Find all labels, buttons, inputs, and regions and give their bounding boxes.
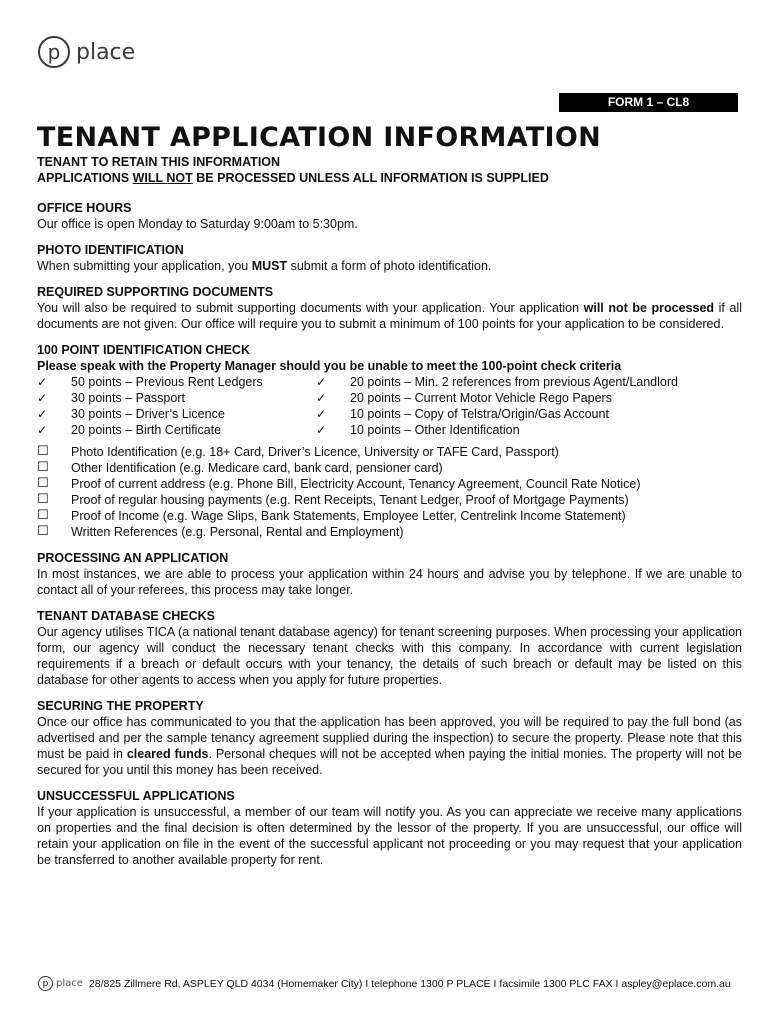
checkbox-icon: ☐ [37, 444, 49, 459]
supporting-heading: REQUIRED SUPPORTING DOCUMENTS [37, 285, 274, 299]
footer-contact: 28/825 Zillmere Rd, ASPLEY QLD 4034 (Homemaker City) I telephone 1300 P PLACE I facsimile 1300 PLC FAX I aspley@eplace.com.au [88, 977, 731, 990]
checkbox-icon: ☐ [37, 524, 49, 539]
section-processing [37, 550, 742, 598]
securing-text: Once our office has communicated to you that the application has been approved, you will be required to pay the full bond (as advertised and per the sample tenancy agreement supplied during the inspection) to secure the property. Please note that this must be paid in cleared funds. Personal cheques will not be accepted when paying the initial monies. The property will not be secured for you until this money has been received. [37, 715, 742, 777]
checklist-item: ☐ Photo Identification (e.g. 18+ Card, Driver’s Licence, University or TAFE Card, Passport) [37, 444, 559, 459]
section-photo-id [37, 242, 742, 274]
check-icon: ✓ [316, 407, 327, 421]
points-item: 20 points – Min. 2 references from previous Agent/Landlord [350, 375, 678, 389]
unsuccessful-text: If your application is unsuccessful, a member of our team will notify you. As you can appreciate we receive many applications on properties and the final decision is often determined by the lessor of the property. If you are unsuccessful, our office will retain your application on file in the event of the successful applicant not proceeding or you may request that your application be transferred to another available property for rent. [37, 805, 742, 867]
processing-text: In most instances, we are able to process your application within 24 hours and advise you by telephone. If we are unable to contact all of your referees, this process may take longer. [37, 567, 742, 597]
checklist-item: ☐ Proof of Income (e.g. Wage Slips, Bank Statements, Employee Letter, Centrelink Income Statement) [37, 508, 626, 523]
section-supporting-documents [37, 284, 742, 332]
supporting-text: You will also be required to submit supporting documents with your application. Your application will not be processed if all documents are not given. Our office will require you to submit a minimum of 100 points for your application to be considered. [37, 301, 742, 331]
footer-logo-mark: p [38, 976, 53, 991]
document-checklist [37, 444, 742, 540]
checkbox-icon: ☐ [37, 460, 49, 475]
checklist-item: ☐ Proof of regular housing payments (e.g. Rent Receipts, Tenant Ledger, Proof of Mortgage Payments) [37, 492, 629, 507]
database-heading: TENANT DATABASE CHECKS [37, 609, 216, 623]
will-not-emphasis: WILL NOT [132, 171, 193, 185]
footer-brand: place [56, 978, 83, 989]
logo-mark: p [38, 36, 70, 68]
check-icon: ✓ [316, 391, 327, 405]
section-100-point-check [37, 342, 742, 438]
points-item: 10 points – Other Identification [350, 423, 520, 437]
check-icon: ✓ [37, 423, 48, 437]
points-item: 30 points – Driver’s Licence [71, 407, 225, 421]
points-heading: 100 POINT IDENTIFICATION CHECK [37, 343, 250, 357]
check-icon: ✓ [37, 391, 48, 405]
photo-id-text: When submitting your application, you MUST submit a form of photo identification. [37, 259, 492, 273]
securing-heading: SECURING THE PROPERTY [37, 699, 204, 713]
footer [38, 976, 731, 991]
points-item: 20 points – Birth Certificate [71, 423, 222, 437]
office-hours-heading: OFFICE HOURS [37, 201, 132, 215]
page-title: TENANT APPLICATION INFORMATION [37, 122, 602, 153]
check-icon: ✓ [37, 407, 48, 421]
points-item: 30 points – Passport [71, 391, 185, 405]
processing-heading: PROCESSING AN APPLICATION [37, 551, 229, 565]
logo-wordmark: place [76, 39, 136, 65]
photo-id-heading: PHOTO IDENTIFICATION [37, 243, 184, 257]
checklist-item: ☐ Written References (e.g. Personal, Rental and Employment) [37, 524, 404, 539]
points-item: 10 points – Copy of Telstra/Origin/Gas Account [350, 407, 609, 421]
points-subheading: Please speak with the Property Manager should you be unable to meet the 100-point check criteria [37, 359, 622, 373]
points-item: 20 points – Current Motor Vehicle Rego Papers [350, 391, 612, 405]
checkbox-icon: ☐ [37, 476, 49, 491]
office-hours-text: Our office is open Monday to Saturday 9:00am to 5:30pm. [37, 217, 358, 231]
form-label: FORM 1 – CL8 [559, 93, 738, 112]
section-unsuccessful [37, 788, 742, 868]
company-logo [38, 36, 135, 68]
checklist-item: ☐ Proof of current address (e.g. Phone Bill, Electricity Account, Tenancy Agreement, Council Rate Notice) [37, 476, 641, 491]
document-body [37, 154, 742, 868]
points-grid [37, 374, 742, 438]
section-database-checks [37, 608, 742, 688]
check-icon: ✓ [316, 423, 327, 437]
subtitle-retain: TENANT TO RETAIN THIS INFORMATION [37, 155, 281, 169]
unsuccessful-heading: UNSUCCESSFUL APPLICATIONS [37, 789, 235, 803]
section-securing [37, 698, 742, 778]
subtitle-processing-warning: APPLICATIONS WILL NOT BE PROCESSED UNLESS ALL INFORMATION IS SUPPLIED [37, 171, 549, 185]
check-icon: ✓ [37, 375, 48, 389]
section-office-hours [37, 200, 742, 232]
checkbox-icon: ☐ [37, 508, 49, 523]
checklist-item: ☐ Other Identification (e.g. Medicare card, bank card, pensioner card) [37, 460, 443, 475]
check-icon: ✓ [316, 375, 327, 389]
points-item: 50 points – Previous Rent Ledgers [71, 375, 263, 389]
database-text: Our agency utilises TICA (a national tenant database agency) for tenant screening purposes. When processing your application form, our agency will conduct the necessary tenant checks with this company. In accordance with current legislation requirements if a breach or default occurs with your tenancy, the details of such breach or default may be listed on this database for other agents to access when you apply for future properties. [37, 625, 742, 687]
checkbox-icon: ☐ [37, 492, 49, 507]
